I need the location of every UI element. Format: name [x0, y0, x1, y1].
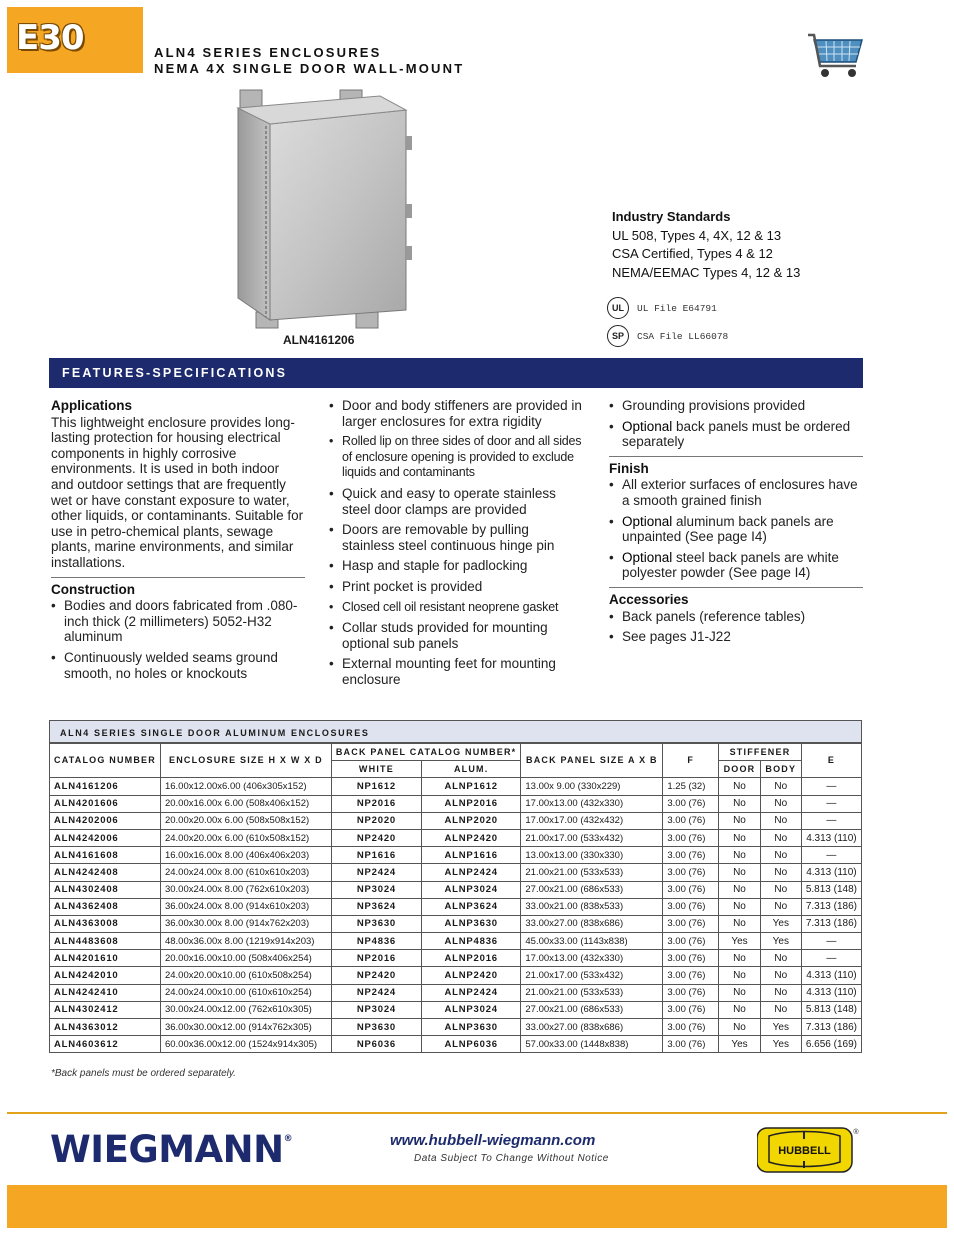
cell-e: —	[801, 933, 861, 950]
cell-e: 7.313 (186)	[801, 1019, 861, 1036]
cell-f: 3.00 (76)	[663, 915, 719, 932]
table-title: ALN4 SERIES SINGLE DOOR ALUMINUM ENCLOSURES	[49, 720, 862, 743]
cell-e: 4.313 (110)	[801, 829, 861, 846]
construction-list	[51, 598, 305, 681]
product-caption: ALN4161206	[283, 333, 355, 347]
col-header-door: DOOR	[719, 761, 761, 778]
cell-catalog: ALN4603612	[50, 1036, 161, 1053]
cell-e: 4.313 (110)	[801, 864, 861, 881]
cell-alum: ALNP6036	[422, 1036, 521, 1053]
cell-panel-size: 21.00x17.00 (533x432)	[521, 829, 663, 846]
general-list	[609, 398, 863, 450]
finish-list	[609, 477, 863, 581]
cell-f: 3.00 (76)	[663, 812, 719, 829]
list-item: • Hasp and staple for padlocking	[329, 558, 585, 574]
table-body	[50, 778, 862, 1053]
cell-white: NP2016	[331, 795, 421, 812]
cell-e: —	[801, 812, 861, 829]
table-row	[50, 881, 862, 898]
cell-alum: ALNP2424	[422, 864, 521, 881]
table-row	[50, 915, 862, 932]
cell-body: Yes	[760, 933, 801, 950]
table-row	[50, 898, 862, 915]
ul-logo-icon: UL	[607, 297, 629, 319]
list-item: • See pages J1-J22	[609, 629, 863, 645]
title-line-2: NEMA 4X SINGLE DOOR WALL-MOUNT	[154, 61, 465, 76]
applications-heading: Applications	[51, 398, 133, 413]
cell-white: NP2016	[331, 950, 421, 967]
cell-alum: ALNP4836	[422, 933, 521, 950]
cell-catalog: ALN4202006	[50, 812, 161, 829]
cell-panel-size: 57.00x33.00 (1448x838)	[521, 1036, 663, 1053]
cell-body: Yes	[760, 1019, 801, 1036]
cell-size: 30.00x24.00x12.00 (762x610x305)	[160, 1001, 331, 1018]
table-row	[50, 812, 862, 829]
cell-alum: ALNP3624	[422, 898, 521, 915]
cell-catalog: ALN4242410	[50, 984, 161, 1001]
cell-size: 20.00x16.00x10.00 (508x406x254)	[160, 950, 331, 967]
cell-alum: ALNP3630	[422, 915, 521, 932]
cell-size: 60.00x36.00x12.00 (1524x914x305)	[160, 1036, 331, 1053]
cell-f: 3.00 (76)	[663, 967, 719, 984]
cell-door: No	[719, 829, 761, 846]
table-row	[50, 967, 862, 984]
cell-body: No	[760, 967, 801, 984]
finish-heading: Finish	[609, 460, 649, 476]
list-item: • All exterior surfaces of enclosures have a smooth grained finish	[609, 477, 863, 508]
svg-text:HUBBELL: HUBBELL	[778, 1145, 831, 1157]
cell-door: No	[719, 778, 761, 795]
cell-e: —	[801, 795, 861, 812]
cell-body: No	[760, 984, 801, 1001]
cell-alum: ALNP3024	[422, 881, 521, 898]
features-specifications-bar: FEATURES-SPECIFICATIONS	[49, 358, 863, 388]
table-row	[50, 1036, 862, 1053]
cell-f: 3.00 (76)	[663, 1019, 719, 1036]
standards-heading: Industry Standards	[612, 209, 731, 224]
cell-size: 16.00x16.00x 8.00 (406x406x203)	[160, 847, 331, 864]
cell-white: NP1616	[331, 847, 421, 864]
cell-catalog: ALN4302408	[50, 881, 161, 898]
cell-catalog: ALN4362408	[50, 898, 161, 915]
cell-panel-size: 21.00x17.00 (533x432)	[521, 967, 663, 984]
cell-f: 3.00 (76)	[663, 1036, 719, 1053]
cell-alum: ALNP2016	[422, 950, 521, 967]
cell-alum: ALNP1616	[422, 847, 521, 864]
table-row	[50, 950, 862, 967]
cell-body: No	[760, 812, 801, 829]
list-item: • Optional back panels must be ordered separately	[609, 419, 863, 450]
table-row	[50, 778, 862, 795]
cell-e: —	[801, 847, 861, 864]
cell-catalog: ALN4483608	[50, 933, 161, 950]
cell-panel-size: 17.00x13.00 (432x330)	[521, 795, 663, 812]
list-item: • Collar studs provided for mounting optional sub panels	[329, 620, 585, 651]
features-column-1	[51, 398, 305, 686]
footer-divider	[7, 1112, 947, 1114]
cell-size: 24.00x20.00x10.00 (610x508x254)	[160, 967, 331, 984]
list-item: • Quick and easy to operate stainless steel door clamps are provided	[329, 486, 585, 517]
section-divider	[609, 587, 863, 588]
cell-alum: ALNP2420	[422, 967, 521, 984]
cell-door: No	[719, 864, 761, 881]
cell-white: NP2424	[331, 984, 421, 1001]
col-header-panel-size: BACK PANEL SIZE A X B	[521, 744, 663, 778]
cell-panel-size: 17.00x17.00 (432x432)	[521, 812, 663, 829]
cell-catalog: ALN4161206	[50, 778, 161, 795]
csa-certification	[607, 325, 728, 347]
cell-body: No	[760, 847, 801, 864]
col-header-size: ENCLOSURE SIZE H X W X D	[160, 744, 331, 778]
cell-white: NP3024	[331, 1001, 421, 1018]
cell-f: 3.00 (76)	[663, 881, 719, 898]
cell-panel-size: 13.00x13.00 (330x330)	[521, 847, 663, 864]
cell-door: No	[719, 795, 761, 812]
list-item: • Back panels (reference tables)	[609, 609, 863, 625]
cell-f: 3.00 (76)	[663, 898, 719, 915]
list-item: • External mounting feet for mounting enclosure	[329, 656, 585, 687]
cell-white: NP3024	[331, 881, 421, 898]
table-row	[50, 984, 862, 1001]
cell-body: No	[760, 1001, 801, 1018]
cell-door: No	[719, 984, 761, 1001]
shopping-cart-icon[interactable]	[806, 32, 864, 80]
cell-alum: ALNP1612	[422, 778, 521, 795]
cell-f: 3.00 (76)	[663, 829, 719, 846]
applications-text: This lightweight enclosure provides long-lasting protection for housing electrical components in highly corrosive environments. It is used in both indoor and outdoor settings that are frequently wet or have constant exposure to water, other liquids, or contaminants. Suitable for use in petro-chemical plants, sewage plants, marine environments, and similar installations.	[51, 414, 304, 570]
cell-body: No	[760, 950, 801, 967]
cell-body: No	[760, 778, 801, 795]
col-header-f: F	[663, 744, 719, 778]
cell-door: No	[719, 915, 761, 932]
cell-white: NP6036	[331, 1036, 421, 1053]
cell-white: NP2424	[331, 864, 421, 881]
cell-door: No	[719, 898, 761, 915]
list-item: • Optional aluminum back panels are unpainted (See page I4)	[609, 514, 863, 545]
enclosure-spec-table	[49, 720, 862, 1053]
list-item: • Optional steel back panels are white polyester powder (See page I4)	[609, 550, 863, 581]
cell-panel-size: 27.00x21.00 (686x533)	[521, 881, 663, 898]
cell-alum: ALNP2424	[422, 984, 521, 1001]
cell-f: 3.00 (76)	[663, 847, 719, 864]
table-row	[50, 847, 862, 864]
cell-size: 16.00x12.00x6.00 (406x305x152)	[160, 778, 331, 795]
cell-body: No	[760, 864, 801, 881]
spec-table	[49, 743, 862, 1053]
list-item: • Grounding provisions provided	[609, 398, 863, 414]
cell-size: 24.00x20.00x 6.00 (610x508x152)	[160, 829, 331, 846]
cell-e: 4.313 (110)	[801, 984, 861, 1001]
cell-door: No	[719, 1001, 761, 1018]
list-item: • Bodies and doors fabricated from .080-inch thick (2 millimeters) 5052-H32 aluminum	[51, 598, 305, 645]
table-row	[50, 933, 862, 950]
col-header-stiffener: STIFFENER	[719, 744, 802, 761]
cell-white: NP1612	[331, 778, 421, 795]
footer-bar	[7, 1185, 947, 1228]
list-item: • Door and body stiffeners are provided in larger enclosures for extra rigidity	[329, 398, 585, 429]
table-row	[50, 829, 862, 846]
accessories-list	[609, 609, 863, 645]
cell-white: NP3630	[331, 1019, 421, 1036]
standard-line: UL 508, Types 4, 4X, 12 & 13	[612, 227, 782, 243]
ul-certification	[607, 297, 717, 319]
standard-line: NEMA/EEMAC Types 4, 12 & 13	[612, 264, 801, 280]
list-item: • Rolled lip on three sides of door and all sides of enclosure opening is provided to exclude liquids and contaminants	[329, 434, 585, 481]
section-divider	[609, 456, 863, 457]
cell-catalog: ALN4302412	[50, 1001, 161, 1018]
cell-door: Yes	[719, 933, 761, 950]
cell-panel-size: 21.00x21.00 (533x533)	[521, 864, 663, 881]
cell-panel-size: 17.00x13.00 (432x330)	[521, 950, 663, 967]
cell-body: No	[760, 829, 801, 846]
col-header-e: E	[801, 744, 861, 778]
industry-standards	[612, 208, 800, 282]
cell-size: 20.00x16.00x 6.00 (508x406x152)	[160, 795, 331, 812]
cell-panel-size: 33.00x27.00 (838x686)	[521, 1019, 663, 1036]
cell-door: No	[719, 812, 761, 829]
cell-f: 1.25 (32)	[663, 778, 719, 795]
page-code: E30	[16, 18, 84, 58]
table-row	[50, 795, 862, 812]
cell-e: —	[801, 778, 861, 795]
cell-size: 36.00x30.00x 8.00 (914x762x203)	[160, 915, 331, 932]
cell-white: NP2020	[331, 812, 421, 829]
table-footnote: *Back panels must be ordered separately.	[51, 1068, 236, 1079]
cell-white: NP3630	[331, 915, 421, 932]
cell-e: 4.313 (110)	[801, 967, 861, 984]
table-row	[50, 1001, 862, 1018]
cell-size: 24.00x24.00x10.00 (610x610x254)	[160, 984, 331, 1001]
cell-door: Yes	[719, 1036, 761, 1053]
features-column-2	[329, 398, 585, 693]
list-item: • Print pocket is provided	[329, 579, 585, 595]
features-list	[329, 398, 585, 688]
cell-f: 3.00 (76)	[663, 950, 719, 967]
csa-logo-icon: SP	[607, 325, 629, 347]
cell-f: 3.00 (76)	[663, 984, 719, 1001]
cell-f: 3.00 (76)	[663, 933, 719, 950]
cell-white: NP4836	[331, 933, 421, 950]
section-divider	[51, 577, 305, 578]
wiegmann-logo[interactable]: WIEGMANN®	[50, 1128, 293, 1171]
cell-catalog: ALN4242006	[50, 829, 161, 846]
cell-door: No	[719, 950, 761, 967]
list-item: • Continuously welded seams ground smooth, no holes or knockouts	[51, 650, 305, 681]
cell-alum: ALNP2016	[422, 795, 521, 812]
cell-catalog: ALN4363008	[50, 915, 161, 932]
table-row	[50, 1019, 862, 1036]
cell-size: 36.00x24.00x 8.00 (914x610x203)	[160, 898, 331, 915]
cell-catalog: ALN4242010	[50, 967, 161, 984]
accessories-heading: Accessories	[609, 591, 689, 607]
table-row	[50, 864, 862, 881]
svg-text:®: ®	[853, 1129, 859, 1136]
cell-alum: ALNP2020	[422, 812, 521, 829]
cell-size: 20.00x20.00x 6.00 (508x508x152)	[160, 812, 331, 829]
features-column-3	[609, 398, 863, 650]
cell-alum: ALNP2420	[422, 829, 521, 846]
cell-door: No	[719, 847, 761, 864]
col-header-body: BODY	[760, 761, 801, 778]
cell-catalog: ALN4161608	[50, 847, 161, 864]
cell-alum: ALNP3630	[422, 1019, 521, 1036]
cell-size: 36.00x30.00x12.00 (914x762x305)	[160, 1019, 331, 1036]
hubbell-logo[interactable]	[757, 1126, 859, 1173]
cell-panel-size: 33.00x27.00 (838x686)	[521, 915, 663, 932]
cell-body: Yes	[760, 915, 801, 932]
cell-panel-size: 27.00x21.00 (686x533)	[521, 1001, 663, 1018]
cell-e: 7.313 (186)	[801, 898, 861, 915]
cell-catalog: ALN4201610	[50, 950, 161, 967]
cell-panel-size: 21.00x21.00 (533x533)	[521, 984, 663, 1001]
cell-white: NP2420	[331, 967, 421, 984]
cell-white: NP3624	[331, 898, 421, 915]
col-header-alum: ALUM.	[422, 761, 521, 778]
cell-catalog: ALN4363012	[50, 1019, 161, 1036]
data-notice: Data Subject To Change Without Notice	[414, 1153, 609, 1164]
cell-panel-size: 33.00x21.00 (838x533)	[521, 898, 663, 915]
website-link[interactable]: www.hubbell-wiegmann.com	[390, 1132, 596, 1149]
cell-panel-size: 45.00x33.00 (1143x838)	[521, 933, 663, 950]
cell-door: No	[719, 1019, 761, 1036]
cell-size: 30.00x24.00x 8.00 (762x610x203)	[160, 881, 331, 898]
cell-body: No	[760, 881, 801, 898]
cell-alum: ALNP3024	[422, 1001, 521, 1018]
cell-catalog: ALN4242408	[50, 864, 161, 881]
cell-f: 3.00 (76)	[663, 864, 719, 881]
cell-body: No	[760, 898, 801, 915]
cell-door: No	[719, 881, 761, 898]
col-header-catalog: CATALOG NUMBER	[50, 744, 161, 778]
ul-file-number: UL File E64791	[637, 302, 717, 314]
list-item: • Doors are removable by pulling stainless steel continuous hinge pin	[329, 522, 585, 553]
cell-e: —	[801, 950, 861, 967]
page-title	[154, 45, 464, 77]
col-header-back-panel: BACK PANEL CATALOG NUMBER*	[331, 744, 521, 761]
title-line-1: ALN4 SERIES ENCLOSURES	[154, 45, 382, 60]
standard-line: CSA Certified, Types 4 & 12	[612, 246, 773, 261]
cell-body: No	[760, 795, 801, 812]
cell-e: 7.313 (186)	[801, 915, 861, 932]
cell-size: 48.00x36.00x 8.00 (1219x914x203)	[160, 933, 331, 950]
cell-f: 3.00 (76)	[663, 795, 719, 812]
cell-size: 24.00x24.00x 8.00 (610x610x203)	[160, 864, 331, 881]
cell-f: 3.00 (76)	[663, 1001, 719, 1018]
cell-e: 6.656 (169)	[801, 1036, 861, 1053]
col-header-white: WHITE	[331, 761, 421, 778]
construction-heading: Construction	[51, 581, 135, 597]
enclosure-product-image	[230, 86, 416, 330]
cell-panel-size: 13.00x 9.00 (330x229)	[521, 778, 663, 795]
cell-white: NP2420	[331, 829, 421, 846]
list-item: • Closed cell oil resistant neoprene gasket	[329, 600, 585, 616]
cell-body: Yes	[760, 1036, 801, 1053]
csa-file-number: CSA File LL66078	[637, 330, 729, 342]
cell-e: 5.813 (148)	[801, 1001, 861, 1018]
cell-e: 5.813 (148)	[801, 881, 861, 898]
cell-door: No	[719, 967, 761, 984]
cell-catalog: ALN4201606	[50, 795, 161, 812]
